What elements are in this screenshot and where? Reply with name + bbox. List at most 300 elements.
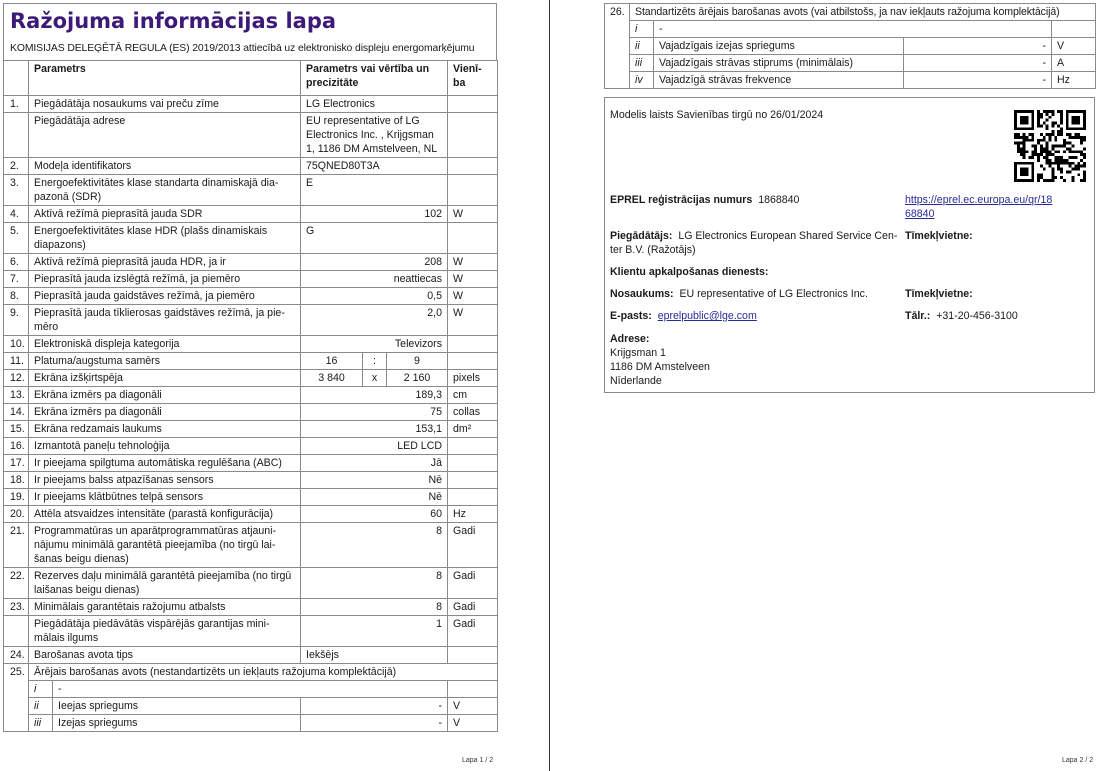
- table-row: [4, 206, 498, 223]
- qr-module: [1060, 110, 1063, 113]
- qr-module: [1080, 179, 1083, 182]
- qr-module: [1037, 124, 1040, 127]
- qr-module: [1046, 159, 1049, 162]
- row-value: 75QNED80T3A: [301, 158, 448, 175]
- qr-module: [1057, 168, 1060, 171]
- row-num: 9.: [4, 305, 29, 336]
- qr-module: [1049, 136, 1052, 139]
- qr-module: [1054, 136, 1057, 139]
- qr-module: [1034, 150, 1037, 153]
- eprel-info-box: [604, 97, 1095, 393]
- row-unit: Gadi: [448, 568, 498, 599]
- row-unit: [448, 438, 498, 455]
- table-row: [4, 158, 498, 175]
- qr-module: [1037, 176, 1040, 179]
- qr-module: [1046, 145, 1049, 148]
- qr-module: [1083, 156, 1086, 159]
- customer-service-heading: Klientu apkalpošanas dienests:: [610, 266, 769, 278]
- row-unit: pixels: [448, 370, 498, 387]
- qr-module: [1051, 113, 1054, 116]
- row-value: 0,5: [301, 288, 448, 305]
- qr-module: [1060, 176, 1063, 179]
- row-num: 7.: [4, 271, 29, 288]
- qr-module: [1072, 162, 1075, 165]
- subrow-value: -: [301, 715, 448, 732]
- row-unit: W: [448, 206, 498, 223]
- qr-module: [1049, 162, 1052, 165]
- subrow-unit: V: [448, 698, 498, 715]
- qr-module: [1046, 147, 1049, 150]
- address-line-3: Nīderlande: [610, 375, 662, 387]
- subrow-index: iv: [630, 72, 654, 89]
- qr-module: [1074, 165, 1077, 168]
- qr-module: [1060, 145, 1063, 148]
- qr-module: [1069, 162, 1072, 165]
- row-unit: [448, 489, 498, 506]
- qr-module: [1031, 150, 1034, 153]
- row-num: 8.: [4, 288, 29, 305]
- row-label: Ekrāna redzamais laukums: [29, 421, 301, 438]
- regulation-subtitle: KOMISIJAS DELEĢĒTĀ REGULA (ES) 2019/2013 attiecībā uz elektronisko displeju energomarķējumu: [10, 43, 475, 54]
- table-row: [4, 336, 498, 353]
- row-unit: [448, 455, 498, 472]
- row-unit: [448, 113, 498, 158]
- qr-module: [1051, 145, 1054, 148]
- qr-module: [1057, 110, 1060, 113]
- table-subrow: [605, 21, 1096, 38]
- row-value: Iekšējs: [301, 647, 448, 664]
- qr-module: [1040, 153, 1043, 156]
- eprel-number: 1868840: [758, 194, 800, 206]
- qr-module: [1031, 139, 1034, 142]
- table-row: [4, 489, 498, 506]
- qr-module: [1051, 173, 1054, 176]
- name-value: EU representative of LG Electronics Inc.: [679, 288, 868, 300]
- subrow-unit: A: [1052, 55, 1096, 72]
- row-value: 1: [301, 616, 448, 647]
- row-num: 13.: [4, 387, 29, 404]
- subrow-index: ii: [630, 38, 654, 55]
- qr-module: [1040, 147, 1043, 150]
- table-header: [4, 61, 498, 96]
- table-row: [4, 175, 498, 206]
- qr-module: [1043, 179, 1046, 182]
- qr-module: [1043, 156, 1046, 159]
- header-param: Parametrs: [29, 61, 301, 96]
- table-row: [4, 647, 498, 664]
- qr-module: [1054, 145, 1057, 148]
- eprel-link-line-2[interactable]: 68840: [905, 208, 935, 220]
- qr-module: [1023, 145, 1026, 148]
- qr-module: [1060, 162, 1063, 165]
- qr-module: [1040, 124, 1043, 127]
- qr-module: [1040, 150, 1043, 153]
- subrow-unit: Hz: [1052, 72, 1096, 89]
- row-unit: collas: [448, 404, 498, 421]
- qr-module: [1034, 145, 1037, 148]
- title-box: [3, 3, 497, 60]
- table-subrow: [4, 681, 498, 698]
- qr-module: [1054, 156, 1057, 159]
- qr-module: [1063, 162, 1066, 165]
- row-value: 2,0: [301, 305, 448, 336]
- row-label: Energoefektivitātes klase standarta dinamiskajā dia-pazonā (SDR): [29, 175, 301, 206]
- qr-module: [1080, 159, 1083, 162]
- row-value: Televizors: [301, 336, 448, 353]
- qr-module: [1023, 136, 1026, 139]
- subrow-index: iii: [630, 55, 654, 72]
- qr-module: [1069, 142, 1072, 145]
- qr-module: [1057, 150, 1060, 153]
- qr-module: [1072, 150, 1075, 153]
- qr-module: [1014, 142, 1017, 145]
- table-row: [4, 599, 498, 616]
- row-label: Platuma/augstuma samērs: [29, 353, 301, 370]
- qr-module: [1080, 150, 1083, 153]
- qr-module: [1031, 156, 1034, 159]
- page-number-1: Lapa 1 / 2: [462, 757, 494, 764]
- qr-module: [1063, 159, 1066, 162]
- row-label: Ir pieejams klātbūtnes telpā sensors: [29, 489, 301, 506]
- qr-module: [1083, 162, 1086, 165]
- qr-module: [1046, 127, 1049, 130]
- qr-module: [1080, 165, 1083, 168]
- row-label: Piegādātāja piedāvātās vispārējās garantijas mini-mālais ilgums: [29, 616, 301, 647]
- qr-module: [1037, 139, 1040, 142]
- qr-module: [1080, 142, 1083, 145]
- row-label: Pieprasītā jauda gaidstāves režīmā, ja piemēro: [29, 288, 301, 305]
- row-value: EU representative of LG Electronics Inc. , Krijgsman 1, 1186 DM Amstelveen, NL: [301, 113, 448, 158]
- table-row: [4, 387, 498, 404]
- qr-module: [1077, 136, 1080, 139]
- table-subrow: [605, 38, 1096, 55]
- qr-module: [1054, 150, 1057, 153]
- qr-module: [1080, 139, 1083, 142]
- qr-module: [1051, 122, 1054, 125]
- qr-module: [1057, 162, 1060, 165]
- row-value: 102: [301, 206, 448, 223]
- qr-module: [1060, 130, 1063, 133]
- qr-module: [1040, 165, 1043, 168]
- qr-module: [1072, 156, 1075, 159]
- qr-module: [1037, 113, 1040, 116]
- qr-module: [1031, 136, 1034, 139]
- row-num: 6.: [4, 254, 29, 271]
- row-value: E: [301, 175, 448, 206]
- qr-module: [1046, 153, 1049, 156]
- qr-module: [1046, 179, 1049, 182]
- qr-module: [1063, 142, 1066, 145]
- qr-module: [1069, 150, 1072, 153]
- qr-module: [1049, 179, 1052, 182]
- qr-module: [1028, 139, 1031, 142]
- row-value: LED LCD: [301, 438, 448, 455]
- qr-module: [1034, 147, 1037, 150]
- qr-module: [1043, 110, 1046, 113]
- qr-module: [1063, 145, 1066, 148]
- qr-module: [1074, 168, 1077, 171]
- row-num-spacer: [4, 698, 29, 715]
- qr-module: [1028, 133, 1031, 136]
- row-label: Aktīvā režīmā pieprasītā jauda SDR: [29, 206, 301, 223]
- table-row: [4, 113, 498, 158]
- qr-code-icon[interactable]: [1014, 110, 1086, 182]
- qr-module: [1063, 179, 1066, 182]
- qr-module: [1014, 136, 1017, 139]
- email-link[interactable]: eprelpublic@lge.com: [657, 310, 757, 322]
- eprel-link-line-1[interactable]: https://eprel.ec.europa.eu/qr/18: [905, 194, 1053, 206]
- qr-module: [1049, 159, 1052, 162]
- qr-module: [1066, 159, 1069, 162]
- row-num-spacer: [605, 38, 630, 55]
- spec-table: [3, 60, 498, 664]
- qr-module: [1049, 150, 1052, 153]
- qr-module: [1043, 150, 1046, 153]
- row-label: Energoefektivitātes klase HDR (plašs dinamiskais diapazons): [29, 223, 301, 254]
- qr-module: [1031, 133, 1034, 136]
- supplier-line-2: ter B.V. (Ražotājs): [610, 244, 696, 256]
- phone-value: +31-20-456-3100: [936, 310, 1018, 322]
- qr-module: [1043, 139, 1046, 142]
- qr-module: [1046, 113, 1049, 116]
- header-value: Parametrs vai vērtība un precizitāte: [301, 61, 448, 96]
- qr-module: [1017, 147, 1020, 150]
- row-label: Piegādātāja nosaukums vai preču zīme: [29, 96, 301, 113]
- website-label-2: Tīmekļvietne:: [905, 288, 973, 300]
- qr-module: [1057, 124, 1060, 127]
- qr-module: [1066, 142, 1069, 145]
- row-unit: [448, 336, 498, 353]
- row-label: Ekrāna izmērs pa diagonāli: [29, 404, 301, 421]
- row-label: Ekrāna izšķirtspēja: [29, 370, 301, 387]
- qr-module: [1054, 162, 1057, 165]
- qr-module: [1049, 153, 1052, 156]
- qr-module: [1060, 127, 1063, 130]
- header-unit: Vienī-ba: [448, 61, 498, 96]
- row-value: 208: [301, 254, 448, 271]
- row-label: Standartizēts ārējais barošanas avots (vai atbilstošs, ja nav iekļauts ražojuma komplektācijā): [630, 4, 1096, 21]
- qr-module: [1066, 170, 1069, 173]
- qr-module: [1043, 122, 1046, 125]
- row-value: Nē: [301, 489, 448, 506]
- qr-module: [1069, 165, 1072, 168]
- qr-module: [1054, 122, 1057, 125]
- qr-module: [1031, 153, 1034, 156]
- row-num: [4, 113, 29, 158]
- qr-module: [1017, 142, 1020, 145]
- subrow-label: -: [53, 681, 448, 698]
- qr-module: [1057, 145, 1060, 148]
- qr-module: [1017, 136, 1020, 139]
- qr-module: [1049, 110, 1052, 113]
- row-label: Ārējais barošanas avots (nestandartizēts un iekļauts ražojuma komplektācijā): [29, 664, 498, 681]
- qr-module: [1028, 156, 1031, 159]
- qr-module: [1051, 147, 1054, 150]
- qr-module: [1020, 116, 1029, 125]
- row-label: Izmantotā paneļu tehnoloģija: [29, 438, 301, 455]
- qr-module: [1074, 150, 1077, 153]
- qr-module: [1017, 145, 1020, 148]
- qr-module: [1023, 139, 1026, 142]
- qr-module: [1083, 139, 1086, 142]
- qr-module: [1043, 168, 1046, 171]
- qr-module: [1020, 147, 1023, 150]
- qr-module: [1040, 176, 1043, 179]
- row-num: 18.: [4, 472, 29, 489]
- row-num: 26.: [605, 4, 630, 21]
- row-label: Ir pieejama spilgtuma automātiska regulēšana (ABC): [29, 455, 301, 472]
- row-num: 5.: [4, 223, 29, 254]
- qr-module: [1043, 136, 1046, 139]
- qr-module: [1069, 170, 1072, 173]
- qr-module: [1020, 153, 1023, 156]
- table-row: [4, 254, 498, 271]
- address-label: Adrese:: [610, 333, 650, 345]
- table-row: [4, 305, 498, 336]
- header-num: [4, 61, 29, 96]
- qr-module: [1072, 168, 1075, 171]
- qr-module: [1072, 116, 1081, 125]
- qr-module: [1049, 165, 1052, 168]
- table-row: [4, 438, 498, 455]
- table-row: [4, 455, 498, 472]
- subrow-index: iii: [29, 715, 53, 732]
- row-num: 17.: [4, 455, 29, 472]
- qr-module: [1072, 179, 1075, 182]
- qr-module: [1020, 150, 1023, 153]
- row-unit: [448, 158, 498, 175]
- qr-module: [1069, 156, 1072, 159]
- qr-module: [1046, 133, 1049, 136]
- qr-module: [1020, 168, 1029, 177]
- table-subrow: [4, 698, 498, 715]
- website-label-1: Tīmekļvietne:: [905, 230, 973, 242]
- row-unit: Gadi: [448, 616, 498, 647]
- row-value-1: 3 840: [301, 370, 363, 387]
- subrow-label: Izejas spriegums: [53, 715, 301, 732]
- qr-module: [1060, 170, 1063, 173]
- row-num-spacer: [605, 55, 630, 72]
- subrow-unit: [448, 681, 498, 698]
- qr-module: [1049, 133, 1052, 136]
- qr-module: [1040, 116, 1043, 119]
- row-value-separator: :: [363, 353, 387, 370]
- address-line-2: 1186 DM Amstelveen: [610, 361, 710, 373]
- qr-module: [1060, 116, 1063, 119]
- qr-module: [1040, 173, 1043, 176]
- row-unit: Hz: [448, 506, 498, 523]
- qr-module: [1069, 136, 1072, 139]
- row-unit: W: [448, 288, 498, 305]
- supplier-label: Piegādātājs:: [610, 230, 673, 242]
- qr-module: [1034, 153, 1037, 156]
- row-label: Ekrāna izmērs pa diagonāli: [29, 387, 301, 404]
- qr-module: [1077, 150, 1080, 153]
- qr-module: [1051, 110, 1054, 113]
- row-unit: W: [448, 305, 498, 336]
- row-num: 11.: [4, 353, 29, 370]
- table-row: [4, 523, 498, 568]
- qr-module: [1046, 124, 1049, 127]
- qr-module: [1083, 147, 1086, 150]
- qr-module: [1031, 145, 1034, 148]
- table-subrow: [605, 55, 1096, 72]
- qr-module: [1066, 133, 1069, 136]
- row-25-table: [3, 664, 498, 732]
- subrow-unit: V: [1052, 38, 1096, 55]
- row-label: Programmatūras un aparātprogrammatūras atjauni-nājumu minimālā garantētā pieejamība (no tirgū lai-šanas beigu dienas): [29, 523, 301, 568]
- qr-module: [1060, 122, 1063, 125]
- table-row: [4, 288, 498, 305]
- row-label: Attēla atsvaidzes intensitāte (parastā konfigurācija): [29, 506, 301, 523]
- row-value: 60: [301, 506, 448, 523]
- row-label: Pieprasītā jauda tīklierosas gaidstāves režīmā, ja pie-mēro: [29, 305, 301, 336]
- row-value-2: 2 160: [387, 370, 448, 387]
- phone-label: Tālr.:: [905, 310, 931, 322]
- qr-module: [1057, 159, 1060, 162]
- qr-module: [1043, 147, 1046, 150]
- qr-module: [1020, 142, 1023, 145]
- row-unit: [448, 647, 498, 664]
- qr-module: [1066, 147, 1069, 150]
- qr-module: [1074, 136, 1077, 139]
- row-num-spacer: [4, 681, 29, 698]
- qr-module: [1083, 153, 1086, 156]
- row-unit: [448, 223, 498, 254]
- qr-module: [1037, 122, 1040, 125]
- subrow-index: i: [29, 681, 53, 698]
- row-unit: W: [448, 254, 498, 271]
- qr-module: [1083, 173, 1086, 176]
- qr-module: [1060, 159, 1063, 162]
- qr-module: [1023, 150, 1026, 153]
- qr-module: [1046, 156, 1049, 159]
- row-value-2: 9: [387, 353, 448, 370]
- qr-module: [1046, 162, 1049, 165]
- qr-module: [1080, 136, 1083, 139]
- qr-module: [1037, 179, 1040, 182]
- qr-module: [1026, 150, 1029, 153]
- page-title: Ražojuma informācijas lapa: [10, 9, 337, 33]
- row-unit: Gadi: [448, 523, 498, 568]
- table-row: [4, 96, 498, 113]
- qr-module: [1051, 176, 1054, 179]
- row-num: 22.: [4, 568, 29, 599]
- qr-module: [1046, 142, 1049, 145]
- row-26-table: [604, 3, 1096, 89]
- qr-module: [1037, 156, 1040, 159]
- subrow-index: i: [630, 21, 654, 38]
- table-row: [4, 353, 498, 370]
- qr-module: [1069, 133, 1072, 136]
- qr-module: [1023, 133, 1026, 136]
- qr-module: [1049, 116, 1052, 119]
- table-row: [4, 223, 498, 254]
- row-value-separator: x: [363, 370, 387, 387]
- row-num: 10.: [4, 336, 29, 353]
- qr-module: [1074, 133, 1077, 136]
- qr-module: [1051, 168, 1054, 171]
- subrow-label: -: [654, 21, 1052, 38]
- page-2: [604, 3, 1095, 89]
- qr-module: [1017, 133, 1020, 136]
- eprel-link[interactable]: [905, 193, 1052, 221]
- qr-module: [1074, 156, 1077, 159]
- qr-module: [1060, 156, 1063, 159]
- row-num: 21.: [4, 523, 29, 568]
- row-num: 19.: [4, 489, 29, 506]
- qr-module: [1057, 130, 1060, 133]
